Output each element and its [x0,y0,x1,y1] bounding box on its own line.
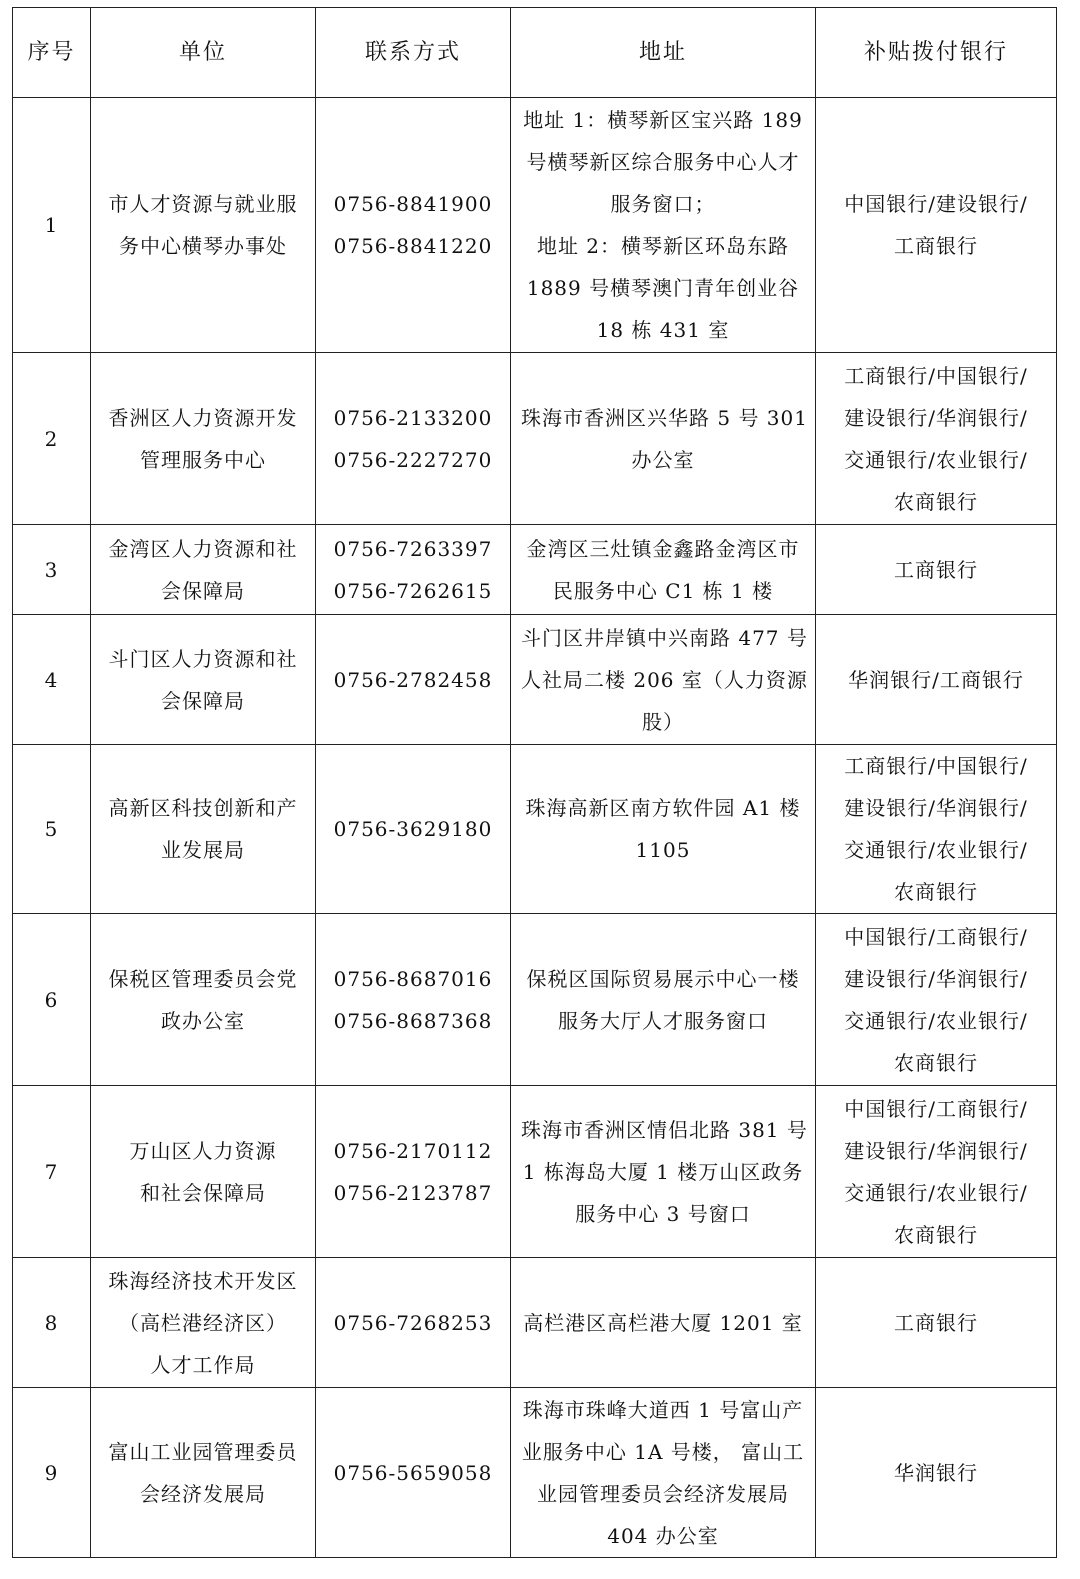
cell-address [511,525,816,615]
cell-no [13,98,91,353]
cell-address [511,1388,816,1558]
cell-phone-line: 0756-8841220 [333,234,493,258]
cell-address-line: 珠海市香洲区兴华路 5 号 301 [521,405,808,430]
cell-address-line: 珠海市香洲区情侣北路 381 号 [521,1117,808,1142]
table-row [13,1258,1057,1388]
cell-unit [91,1086,316,1258]
cell-no [13,1258,91,1388]
cell-phone [316,1388,511,1558]
subsidy-bank-table [12,7,1057,1558]
cell-unit-line: 会保障局 [161,578,245,603]
cell-unit [91,745,316,914]
cell-no [13,353,91,525]
cell-address-line: 保税区国际贸易展示中心一楼 [526,966,800,991]
cell-phone-line: 0756-5659058 [333,1460,493,1485]
cell-bank-line: 华润银行/工商银行 [848,667,1024,692]
cell-bank-line: 工商银行 [894,557,978,582]
cell-unit-line: 政办公室 [161,1008,245,1033]
cell-address-line: 18 栋 431 室 [596,318,730,342]
cell-phone [316,1086,511,1258]
cell-no-line: 9 [44,1460,59,1485]
cell-bank-line: 农商银行 [894,1050,978,1075]
cell-unit [91,353,316,525]
cell-phone-line: 0756-8687368 [333,1008,493,1033]
cell-phone-line: 0756-2133200 [333,405,493,430]
cell-bank-line: 中国银行/工商银行/ [844,1096,1028,1121]
cell-bank [816,615,1057,745]
cell-address [511,98,816,353]
cell-no [13,914,91,1086]
cell-bank [816,1388,1057,1558]
cell-unit [91,1258,316,1388]
cell-unit-line: 珠海经济技术开发区 [108,1268,298,1293]
cell-bank-line: 建设银行/华润银行/ [844,405,1028,430]
cell-address-line: 号横琴新区综合服务中心人才 [526,150,800,174]
cell-phone-line: 0756-2227270 [333,447,493,472]
cell-no [13,1086,91,1258]
cell-phone-line: 0756-7262615 [333,578,493,603]
cell-unit-line: （高栏港经济区） [119,1310,287,1335]
cell-phone-line: 0756-7268253 [333,1310,493,1335]
header-phone: 联系方式 [316,8,511,98]
cell-bank-line: 交通银行/农业银行/ [844,838,1028,862]
cell-phone [316,525,511,615]
cell-unit-line: 会经济发展局 [140,1481,266,1506]
cell-unit [91,1388,316,1558]
cell-no-line: 7 [44,1159,59,1184]
cell-bank-line: 交通银行/农业银行/ [844,447,1028,472]
cell-no-line: 3 [44,557,59,582]
cell-address [511,1258,816,1388]
cell-unit-line: 人才工作局 [150,1352,256,1377]
cell-bank [816,525,1057,615]
cell-bank-line: 交通银行/农业银行/ [844,1180,1028,1205]
table-row [13,615,1057,745]
cell-address-line: 股） [642,709,684,734]
cell-phone [316,745,511,914]
cell-unit-line: 务中心横琴办事处 [119,234,287,258]
cell-bank [816,1086,1057,1258]
cell-phone [316,353,511,525]
table-row [13,353,1057,525]
cell-address [511,745,816,914]
cell-address-line: 服务窗口； [610,192,716,216]
cell-bank [816,745,1057,914]
cell-bank [816,914,1057,1086]
cell-no [13,615,91,745]
cell-no-line: 6 [44,987,59,1012]
cell-unit-line: 斗门区人力资源和社 [108,646,298,671]
cell-unit-line: 会保障局 [161,688,245,713]
cell-bank-line: 农商银行 [894,880,978,904]
cell-address-line: 人社局二楼 206 室（人力资源 [521,667,808,692]
cell-phone-line: 0756-2123787 [333,1180,493,1205]
cell-address-line: 地址 2：横琴新区环岛东路 [536,234,790,258]
cell-address [511,353,816,525]
cell-unit-line: 保税区管理委员会党 [108,966,298,991]
cell-no-line: 5 [44,817,59,841]
cell-unit [91,98,316,353]
cell-address-line: 404 办公室 [607,1523,719,1548]
cell-address-line: 珠海高新区南方软件园 A1 楼 [525,796,801,820]
cell-address-line: 金湾区三灶镇金鑫路金湾区市 [526,536,800,561]
header-no: 序号 [13,8,91,98]
cell-phone [316,1258,511,1388]
table-row [13,98,1057,353]
cell-bank-line: 工商银行 [894,234,978,258]
cell-unit-line: 万山区人力资源 [129,1138,277,1163]
cell-address-line: 服务中心 3 号窗口 [575,1201,751,1226]
cell-address-line: 珠海市珠峰大道西 1 号富山产 [522,1397,804,1422]
cell-address-line: 斗门区井岸镇中兴南路 477 号 [521,625,808,650]
table-row [13,525,1057,615]
cell-unit [91,914,316,1086]
cell-unit-line: 和社会保障局 [140,1180,266,1205]
cell-address [511,615,816,745]
cell-unit-line: 香洲区人力资源开发 [108,405,298,430]
cell-unit-line: 业发展局 [161,838,245,862]
cell-address-line: 1 栋海岛大厦 1 楼万山区政务 [522,1159,804,1184]
cell-address-line: 办公室 [631,447,695,472]
table-row [13,1086,1057,1258]
cell-address-line: 1105 [635,838,691,862]
cell-address [511,914,816,1086]
cell-bank-line: 工商银行/中国银行/ [844,363,1028,388]
table-body [13,98,1057,1558]
table-row [13,745,1057,914]
cell-phone-line: 0756-8687016 [333,966,493,991]
cell-unit-line: 管理服务中心 [140,447,266,472]
cell-phone [316,615,511,745]
cell-unit-line: 富山工业园管理委员 [108,1439,298,1464]
cell-no [13,525,91,615]
cell-bank [816,98,1057,353]
cell-address-line: 业服务中心 1A 号楼， 富山工 [521,1439,805,1464]
cell-unit-line: 金湾区人力资源和社 [108,536,298,561]
cell-bank-line: 华润银行 [894,1460,978,1485]
cell-bank-line: 交通银行/农业银行/ [844,1008,1028,1033]
cell-bank [816,1258,1057,1388]
cell-phone-line: 0756-3629180 [333,817,493,841]
cell-no [13,1388,91,1558]
cell-bank-line: 农商银行 [894,1222,978,1247]
cell-phone-line: 0756-2170112 [333,1138,493,1163]
cell-phone-line: 0756-2782458 [333,667,493,692]
cell-unit [91,525,316,615]
cell-bank-line: 工商银行 [894,1310,978,1335]
cell-address-line: 高栏港区高栏港大厦 1201 室 [523,1310,803,1335]
cell-address [511,1086,816,1258]
cell-phone-line: 0756-7263397 [333,536,493,561]
header-unit: 单位 [91,8,316,98]
cell-address-line: 1889 号横琴澳门青年创业谷 [526,276,800,300]
cell-unit-line: 高新区科技创新和产 [108,796,298,820]
table-row [13,1388,1057,1558]
header-bank: 补贴拨付银行 [816,8,1057,98]
cell-address-line: 民服务中心 C1 栋 1 楼 [552,578,774,603]
cell-bank-line: 中国银行/建设银行/ [844,192,1028,216]
header-row [13,8,1057,98]
cell-no-line: 2 [44,426,59,451]
cell-address-line: 地址 1：横琴新区宝兴路 189 [523,108,803,132]
cell-bank-line: 工商银行/中国银行/ [844,754,1028,778]
cell-bank [816,353,1057,525]
cell-no-line: 4 [44,667,59,692]
cell-unit [91,615,316,745]
cell-phone-line: 0756-8841900 [333,192,493,216]
table-row [13,914,1057,1086]
header-address: 地址 [511,8,816,98]
cell-bank-line: 建设银行/华润银行/ [844,1138,1028,1163]
cell-no-line: 1 [44,213,59,237]
cell-unit-line: 市人才资源与就业服 [108,192,298,216]
cell-no-line: 8 [44,1310,59,1335]
cell-phone [316,914,511,1086]
cell-bank-line: 建设银行/华润银行/ [844,796,1028,820]
cell-address-line: 服务大厅人才服务窗口 [558,1008,768,1033]
cell-bank-line: 中国银行/工商银行/ [844,924,1028,949]
cell-bank-line: 农商银行 [894,489,978,514]
cell-bank-line: 建设银行/华润银行/ [844,966,1028,991]
cell-address-line: 业园管理委员会经济发展局 [537,1481,789,1506]
cell-no [13,745,91,914]
cell-phone [316,98,511,353]
